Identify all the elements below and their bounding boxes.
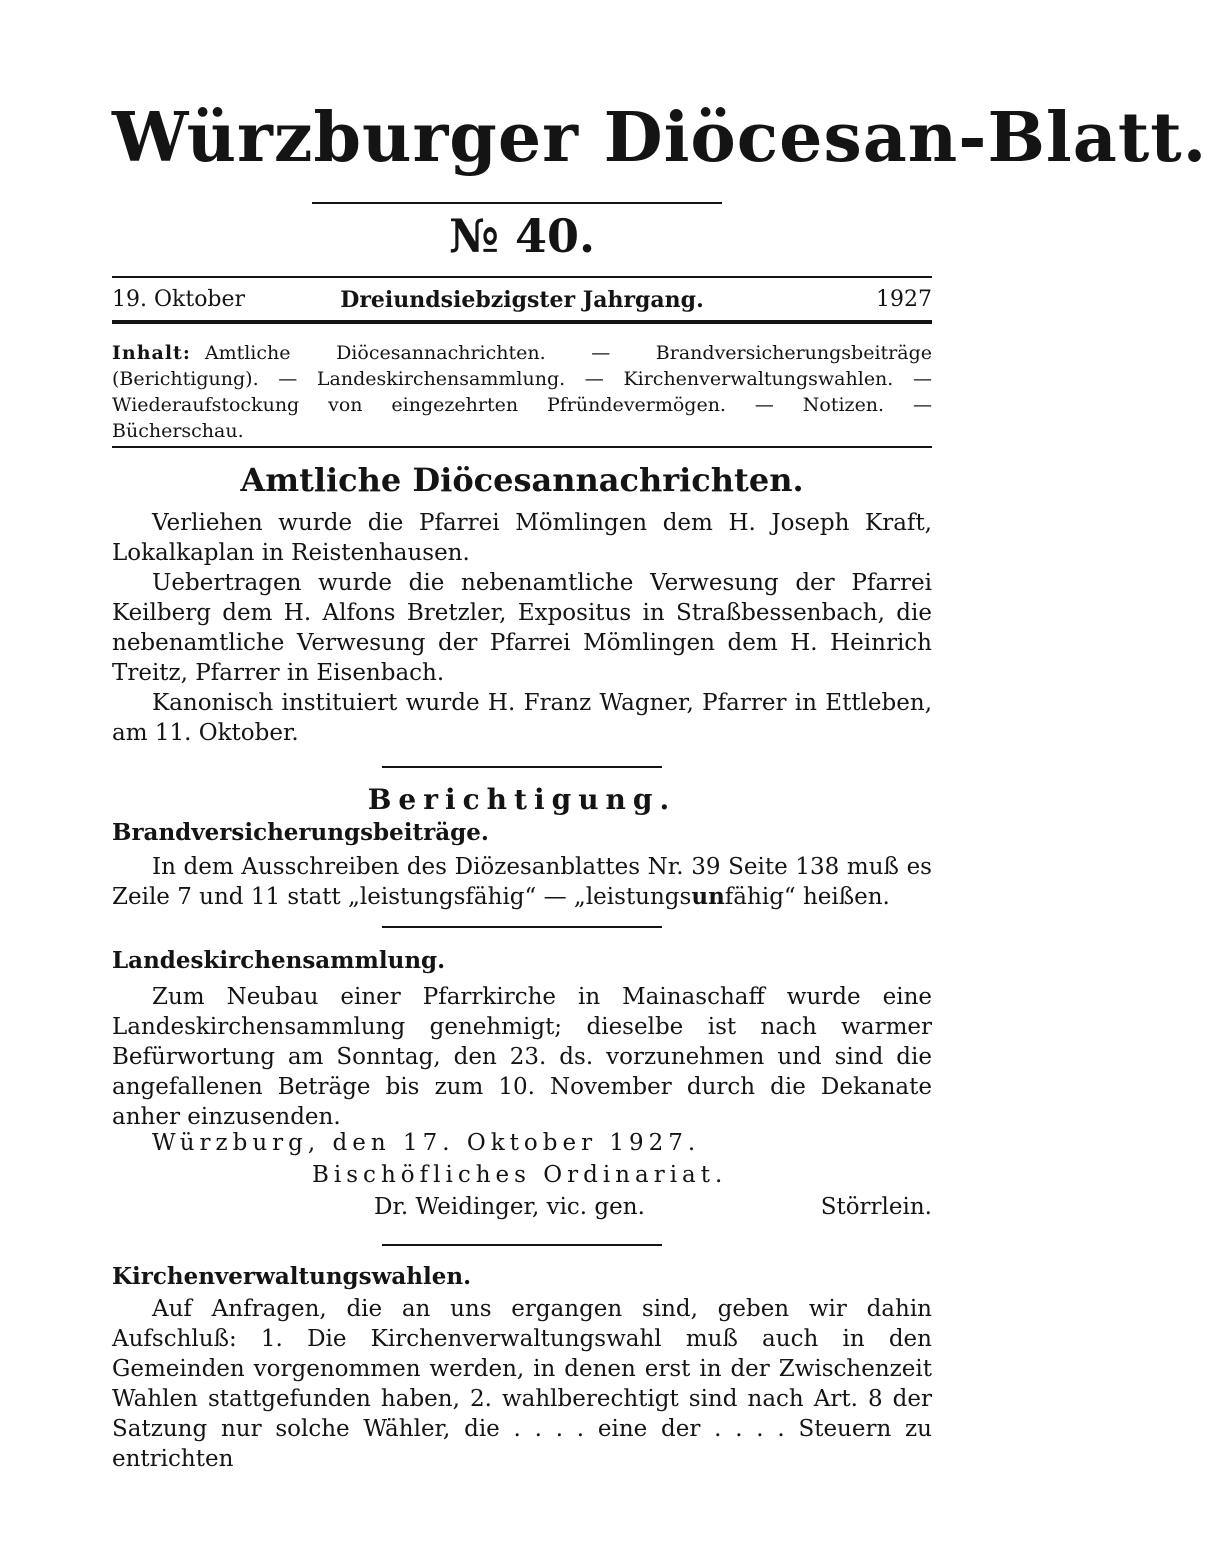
section-divider xyxy=(382,1244,662,1246)
subtitle-collection: Landeskirchensammlung. xyxy=(112,947,446,974)
issue-date: 19. Oktober xyxy=(112,287,246,312)
masthead-rule xyxy=(312,202,722,204)
emphasis: un xyxy=(691,883,725,910)
top-rule xyxy=(112,276,932,278)
subtitle-fire-insurance: Brandversicherungsbeiträge. xyxy=(112,819,489,846)
signature-secretary: Störrlein. xyxy=(820,1194,932,1220)
table-of-contents xyxy=(112,340,932,444)
paragraph: Auf Anfragen, die an uns ergangen sind, geben wir dahin Aufschluß: 1. Die Kirchenverwaltungswahl muß auch in den Gemeinden vorgenommen werden, in denen erst in der Zwischenzeit Wahlen stattgefunden haben, 2. wahlberechtigt sind nach Art. 8 der Satzung nur solche Wähler, die . . . . eine der . . . . Steuern zu entrichten xyxy=(112,1296,932,1472)
issue-year: 1927 xyxy=(876,287,932,312)
place-date: Würzburg, den 17. Oktober 1927. xyxy=(152,1130,701,1156)
toc-label: Inhalt: xyxy=(112,342,191,364)
section-correction-body xyxy=(112,852,932,912)
signature-vicar: Dr. Weidinger, vic. gen. xyxy=(374,1194,645,1220)
section-title-correction: Berichtigung. xyxy=(367,783,677,816)
toc-rule xyxy=(112,446,932,448)
section-official-news-body xyxy=(112,508,932,748)
masthead-title: Würzburger Diöcesan-Blatt. xyxy=(112,98,1207,178)
section-collection-body xyxy=(112,982,932,1132)
section-divider xyxy=(382,926,662,928)
paragraph: Verliehen wurde die Pfarrei Mömlingen dem H. Joseph Kraft, Lokalkaplan in Reistenhausen. xyxy=(112,510,932,566)
volume-label: Dreiundsiebzigster Jahrgang. xyxy=(340,287,704,313)
section-divider xyxy=(382,766,662,768)
subtitle-church-elections: Kirchenverwaltungswahlen. xyxy=(112,1263,472,1290)
dateline xyxy=(112,284,932,316)
section-title-official-news: Amtliche Diöcesannachrichten. xyxy=(240,461,804,499)
issuing-office: Bischöfliches Ordinariat. xyxy=(312,1162,728,1188)
issue-number: № 40. xyxy=(448,209,596,263)
paragraph: Zum Neubau einer Pfarrkirche in Mainaschaff wurde eine Landeskirchensammlung genehmigt; dieselbe ist nach warmer Befürwortung am Sonntag, den 23. ds. vorzunehmen und sind die angefallenen Beträge bis zum 10. November durch die Dekanate anher einzusenden. xyxy=(112,984,932,1130)
dateline-rule xyxy=(112,320,932,324)
toc-text: Amtliche Diöcesannachrichten. — Brandversicherungsbeiträge (Berichtigung). — Landeskirchensammlung. — Kirchenverwaltungswahlen. — Wiederaufstockung von eingezehrten Pfründevermögen. — Notizen. — Bücherschau. xyxy=(112,342,932,442)
paragraph: In dem Ausschreiben des Diözesanblattes Nr. 39 Seite 138 muß es Zeile 7 und 11 statt „leistungsfähig“ — „leistungsunfähig“ heißen. xyxy=(112,854,932,910)
paragraph: Uebertragen wurde die nebenamtliche Verwesung der Pfarrei Keilberg dem H. Alfons Bretzler, Expositus in Straßbessenbach, die nebenamtliche Verwesung der Pfarrei Mömlingen dem H. Heinrich Treitz, Pfarrer in Eisenbach. xyxy=(112,570,932,686)
paragraph: Kanonisch instituiert wurde H. Franz Wagner, Pfarrer in Ettleben, am 11. Oktober. xyxy=(112,690,932,746)
section-elections-body xyxy=(112,1294,932,1474)
